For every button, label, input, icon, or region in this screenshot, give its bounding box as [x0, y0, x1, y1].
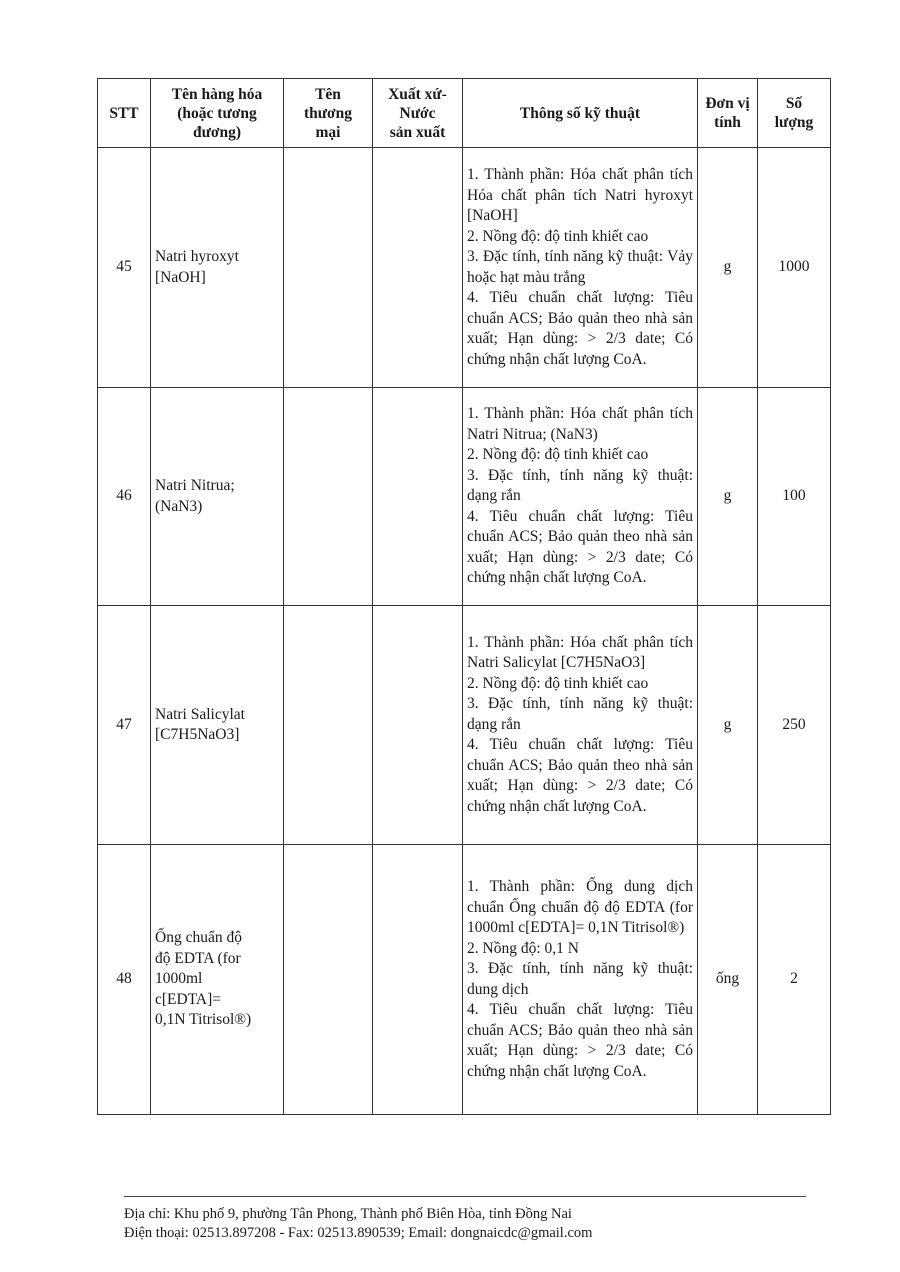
- row-quantity: 250: [758, 606, 831, 845]
- row-spec: 1. Thành phần: Hóa chất phân tích Natri Nitrua; (NaN3) 2. Nồng độ: độ tinh khiết cao 3. Đặc tính, tính năng kỹ thuật: dạng rắn 4. Tiêu chuẩn chất lượng: Tiêu chuẩn ACS; Bảo quản theo nhà sản xuất; Hạn dùng: > 2/3 date; Có chứng nhận chất lượng CoA.: [463, 388, 698, 606]
- row-spec: 1. Thành phần: Hóa chất phân tích Natri Salicylat [C7H5NaO3] 2. Nồng độ: độ tinh khiết cao 3. Đặc tính, tính năng kỹ thuật: dạng rắn 4. Tiêu chuẩn chất lượng: Tiêu chuẩn ACS; Bảo quản theo nhà sản xuất; Hạn dùng: > 2/3 date; Có chứng nhận chất lượng CoA.: [463, 606, 698, 845]
- row-spec: 1. Thành phần: Hóa chất phân tích Hóa chất phân tích Natri hyroxyt [NaOH] 2. Nồng độ: độ tinh khiết cao 3. Đặc tính, tính năng kỹ thuật: Vảy hoặc hạt màu trắng 4. Tiêu chuẩn chất lượng: Tiêu chuẩn ACS; Bảo quản theo nhà sản xuất; Hạn dùng: > 2/3 date; Có chứng nhận chất lượng CoA.: [463, 148, 698, 388]
- header-spec: Thông số kỹ thuật: [463, 79, 698, 148]
- row-spec: 1. Thành phần: Ống dung dịch chuẩn Ống chuẩn độ độ EDTA (for 1000ml c[EDTA]= 0,1N Titrisol®) 2. Nồng độ: 0,1 N 3. Đặc tính, tính năng kỹ thuật: dung dịch 4. Tiêu chuẩn chất lượng: Tiêu chuẩn ACS; Bảo quản theo nhà sản xuất; Hạn dùng: > 2/3 date; Có chứng nhận chất lượng CoA.: [463, 845, 698, 1115]
- row-item-name: Ống chuẩn độ độ EDTA (for 1000ml c[EDTA]= 0,1N Titrisol®): [151, 845, 284, 1115]
- row-stt: 46: [98, 388, 151, 606]
- footer-address: Địa chỉ: Khu phố 9, phường Tân Phong, Thành phố Biên Hòa, tỉnh Đồng Nai: [124, 1206, 572, 1222]
- table-header-row: [98, 79, 831, 148]
- row-origin: [373, 148, 463, 388]
- row-origin: [373, 606, 463, 845]
- row-quantity: 2: [758, 845, 831, 1115]
- table-row: [98, 388, 831, 606]
- row-item-name: Natri Nitrua; (NaN3): [151, 388, 284, 606]
- table-row: [98, 148, 831, 388]
- row-quantity: 100: [758, 388, 831, 606]
- header-origin: Xuất xứ- Nước sản xuất: [373, 79, 463, 148]
- table-row: [98, 606, 831, 845]
- row-trade-name: [284, 606, 373, 845]
- header-stt: STT: [98, 79, 151, 148]
- spec-table: [97, 78, 831, 1115]
- row-trade-name: [284, 388, 373, 606]
- row-origin: [373, 388, 463, 606]
- row-quantity: 1000: [758, 148, 831, 388]
- header-unit: Đơn vị tính: [698, 79, 758, 148]
- row-trade-name: [284, 148, 373, 388]
- table-row: [98, 845, 831, 1115]
- header-name: Tên hàng hóa (hoặc tương đương): [151, 79, 284, 148]
- row-unit: ống: [698, 845, 758, 1115]
- row-item-name: Natri hyroxyt [NaOH]: [151, 148, 284, 388]
- row-stt: 48: [98, 845, 151, 1115]
- row-trade-name: [284, 845, 373, 1115]
- header-quantity: Số lượng: [758, 79, 831, 148]
- row-unit: g: [698, 148, 758, 388]
- row-stt: 45: [98, 148, 151, 388]
- footer-contact: Điện thoại: 02513.897208 - Fax: 02513.890539; Email: dongnaicdc@gmail.com: [124, 1225, 593, 1241]
- row-origin: [373, 845, 463, 1115]
- row-stt: 47: [98, 606, 151, 845]
- header-trade-name: Tên thương mại: [284, 79, 373, 148]
- row-unit: g: [698, 388, 758, 606]
- row-unit: g: [698, 606, 758, 845]
- row-item-name: Natri Salicylat [C7H5NaO3]: [151, 606, 284, 845]
- page-footer: [124, 1196, 806, 1243]
